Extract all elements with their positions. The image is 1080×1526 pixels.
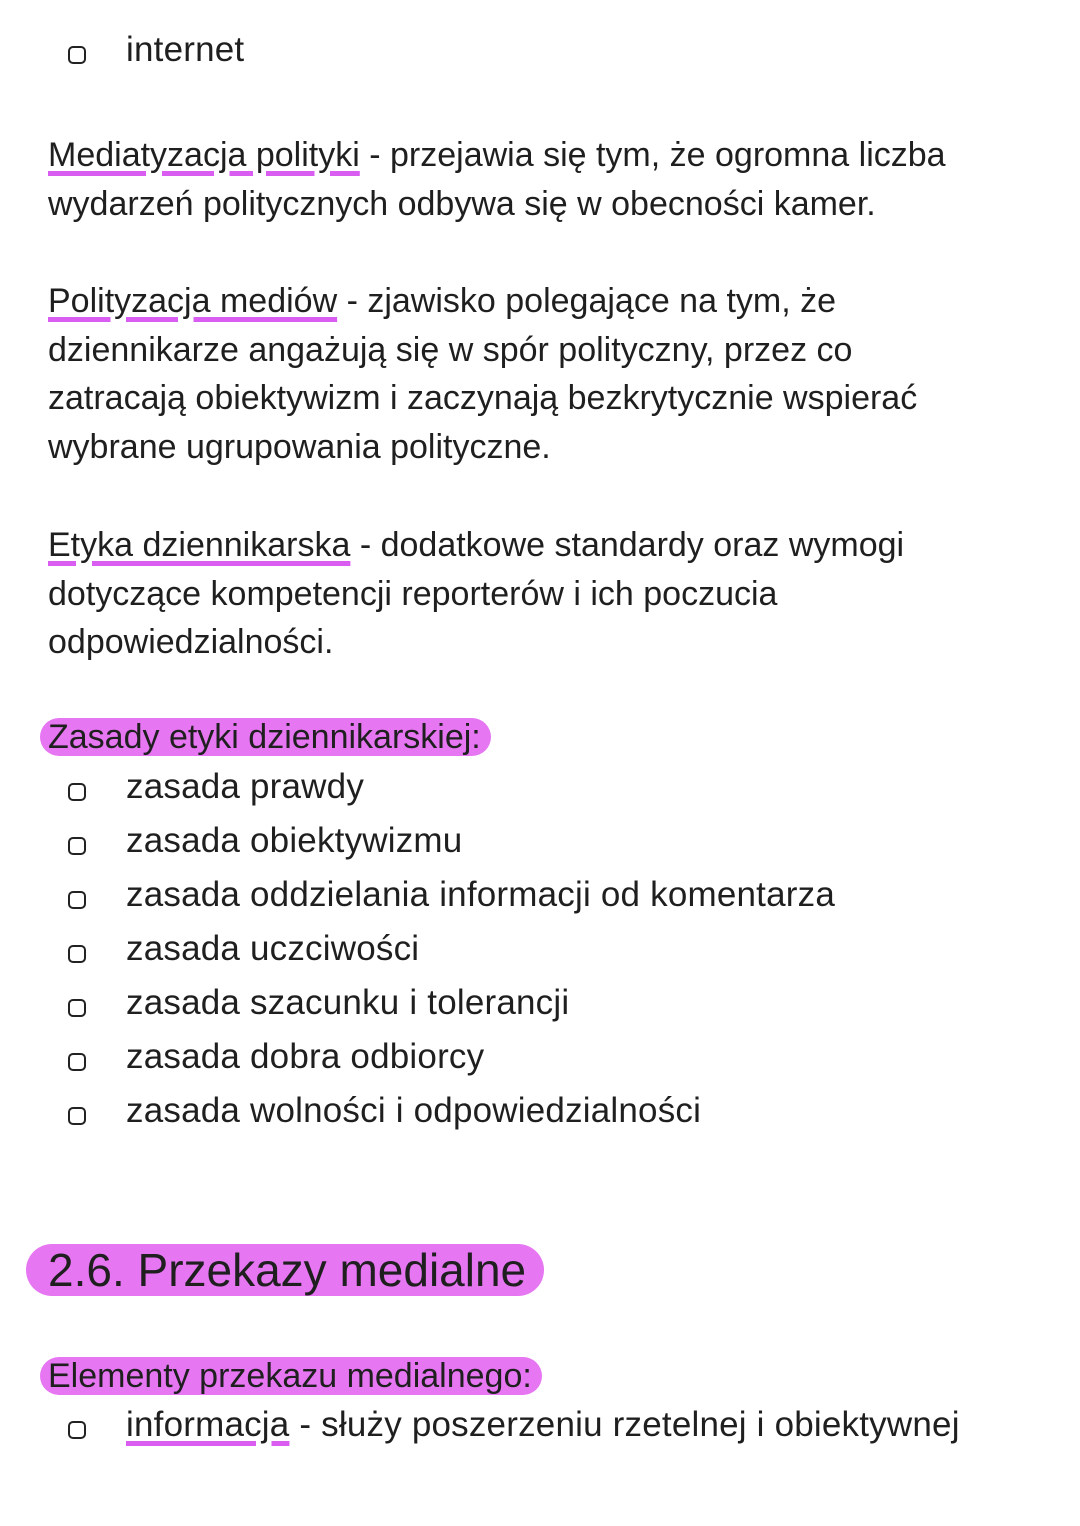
definition-term: Etyka dziennikarska: [48, 526, 351, 564]
list-item-label: zasada wolności i odpowiedzialności: [126, 1091, 702, 1130]
checkbox-icon[interactable]: [68, 46, 86, 64]
highlighted-heading: Zasady etyki dziennikarskiej:: [40, 718, 491, 756]
list-item-label: internet: [126, 30, 245, 69]
highlighted-heading: Elementy przekazu medialnego:: [40, 1357, 542, 1395]
checkbox-icon[interactable]: [68, 999, 86, 1017]
elements-heading: [48, 1357, 542, 1396]
checkbox-icon[interactable]: [68, 783, 86, 801]
checkbox-icon[interactable]: [68, 1107, 86, 1125]
definition-text: odpowiedzialności.: [48, 623, 334, 661]
definition-text: dziennikarze angażują się w spór polityczny, przez co: [48, 330, 853, 369]
definition-text: wybrane ugrupowania polityczne.: [48, 427, 551, 466]
definition-text: - przejawia się tym, że ogromna liczba: [359, 136, 946, 174]
definition-text: wydarzeń politycznych odbywa się w obecności kamer.: [48, 184, 876, 223]
definition-term: Polityzacja mediów: [48, 282, 338, 320]
list-item-label: zasada szacunku i tolerancji: [126, 983, 570, 1022]
list-item-label: zasada prawdy: [126, 767, 365, 806]
list-item-label: zasada dobra odbiorcy: [126, 1037, 485, 1076]
principles-heading: [48, 718, 491, 757]
definition-mediatyzacja: [48, 131, 1048, 228]
definition-polityzacja: [48, 277, 1048, 471]
definition-text: - zjawisko polegające na tym, że: [337, 282, 837, 320]
checkbox-icon[interactable]: [68, 945, 86, 963]
element-text: - służy poszerzeniu rzetelnej i obiektywnej: [289, 1405, 960, 1444]
definition-term: Mediatyzacja polityki: [48, 136, 360, 174]
element-term: informacja: [126, 1405, 290, 1444]
checkbox-icon[interactable]: [68, 1421, 86, 1439]
checkbox-icon[interactable]: [68, 1053, 86, 1071]
highlighted-title: 2.6. Przekazy medialne: [26, 1244, 544, 1296]
checkbox-icon[interactable]: [68, 837, 86, 855]
section-title: [48, 1243, 544, 1297]
list-item-label: zasada uczciwości: [126, 929, 420, 968]
list-item-label: zasada obiektywizmu: [126, 821, 463, 860]
definition-etyka: [48, 521, 1048, 667]
checkbox-icon[interactable]: [68, 891, 86, 909]
list-item-label: [126, 1405, 960, 1445]
definition-text: dotyczące kompetencji reporterów i ich poczucia: [48, 574, 778, 613]
definition-text: zatracają obiektywizm i zaczynają bezkrytycznie wspierać: [48, 379, 918, 417]
list-item-label: zasada oddzielania informacji od komentarza: [126, 875, 835, 914]
definition-text: - dodatkowe standardy oraz wymogi: [350, 526, 905, 564]
